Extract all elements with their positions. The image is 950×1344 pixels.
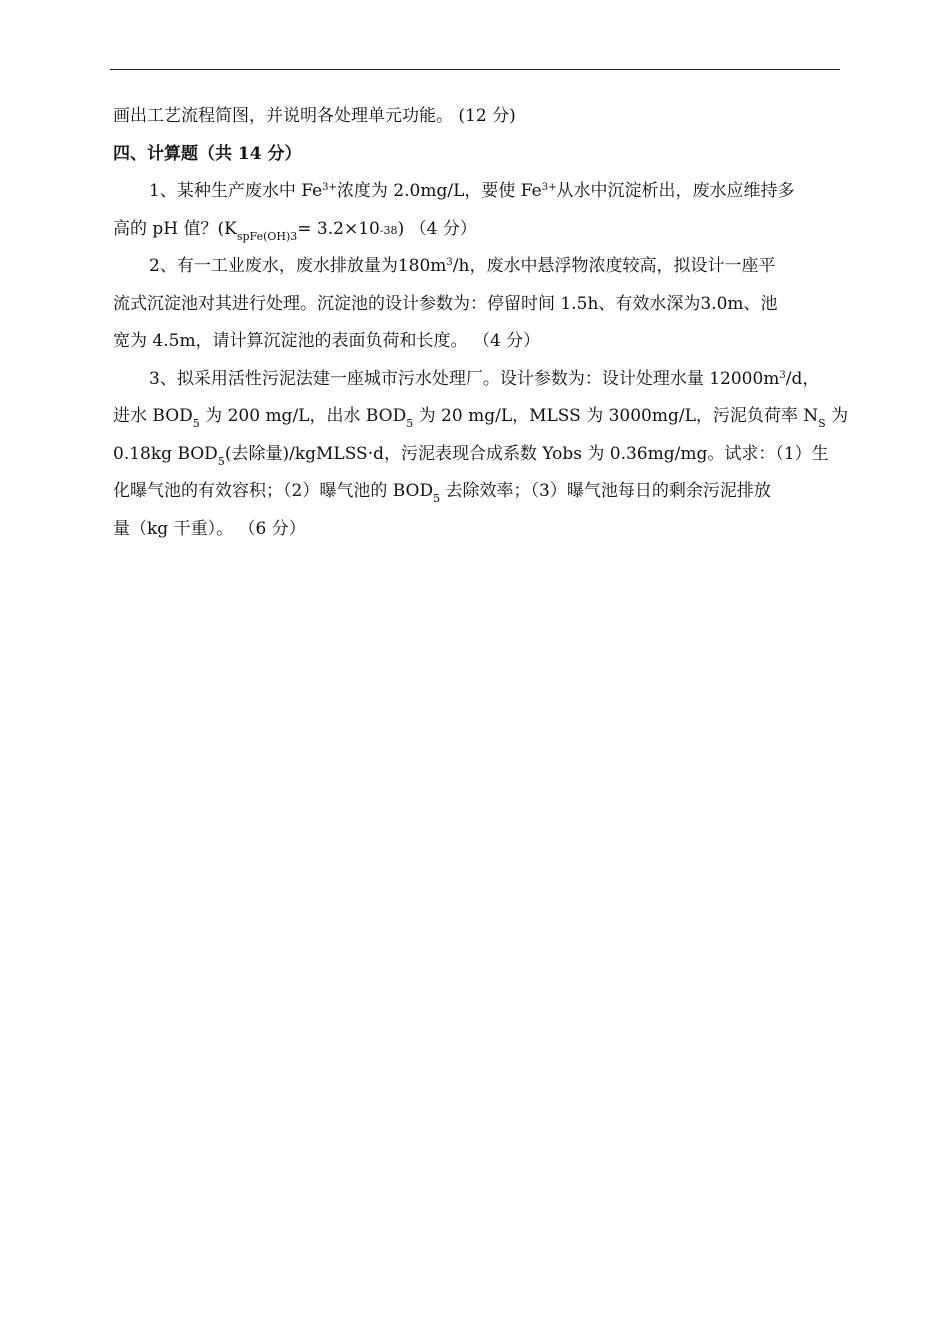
superscript: 3+ xyxy=(541,182,557,193)
text-run: (去除量)/kgMLSS·d，污泥表现合成系数 Yobs 为 0.36mg/mg。试求：（1）生 xyxy=(224,443,829,464)
text-run: 宽为 4.5m，请计算沉淀池的表面负荷和长度。 （4 分） xyxy=(113,331,541,351)
section-heading xyxy=(113,138,840,176)
text-line xyxy=(113,288,840,326)
text-run: 流式沉淀池对其进行处理。沉淀池的设计参数为：停留时间 1.5h、有效水深为3.0m、池 xyxy=(113,293,778,314)
subscript: 5 xyxy=(406,417,414,430)
text-run: 化曝气池的有效容积；（2）曝气池的 BOD xyxy=(113,481,434,501)
text-run: 2、有一工业废水，废水排放量为180m xyxy=(149,256,447,276)
text-line xyxy=(113,250,840,288)
subscript: S xyxy=(818,417,826,430)
subscript: 5 xyxy=(217,454,225,468)
text-run: ) （4 分） xyxy=(397,218,477,239)
text-line xyxy=(113,513,840,551)
text-line xyxy=(113,100,840,138)
text-line xyxy=(113,175,840,213)
text-line xyxy=(113,325,840,363)
text-run: 去除效率；（3）曝气池每日的剩余污泥排放 xyxy=(440,481,771,501)
superscript: 3 xyxy=(779,369,786,381)
text-run: 浓度为 2.0mg/L，要使 Fe xyxy=(336,181,542,201)
text-run: /h，废水中悬浮物浓度较高，拟设计一座平 xyxy=(452,256,776,276)
text-line xyxy=(113,475,840,513)
text-line xyxy=(113,400,849,438)
text-run: -38 xyxy=(379,223,398,237)
superscript: 3+ xyxy=(322,182,337,193)
subscript: 5 xyxy=(433,492,441,505)
text-line xyxy=(113,213,840,251)
text-run: 3、拟采用活性污泥法建一座城市污水处理厂。设计参数为：设计处理水量 12000m xyxy=(149,368,780,389)
subscript: spFe(OH)3 xyxy=(236,229,298,243)
superscript: 3 xyxy=(446,257,453,268)
text-line xyxy=(113,438,840,476)
text-run: 量（kg 干重）。 （6 分） xyxy=(113,518,306,539)
text-run: 四、计算题（共 14 分） xyxy=(113,143,302,164)
document-body xyxy=(113,100,849,550)
text-run: 0.18kg BOD xyxy=(113,443,218,464)
text-run: 为 20 mg/L，MLSS 为 3000mg/L，污泥负荷率 N xyxy=(413,406,819,426)
text-run: 画出工艺流程简图，并说明各处理单元功能。 (12 分) xyxy=(113,106,516,126)
text-line xyxy=(113,363,840,401)
text-run: 为 xyxy=(825,406,849,426)
subscript: 5 xyxy=(192,417,200,430)
text-run: /d， xyxy=(785,368,820,389)
header-rule xyxy=(110,69,840,70)
text-run: 从水中沉淀析出，废水应维持多 xyxy=(556,181,795,201)
text-run: 为 200 mg/L，出水 BOD xyxy=(199,406,407,426)
text-run: 高的 pH 值？(K xyxy=(113,218,237,239)
text-run: 1、某种生产废水中 Fe xyxy=(149,181,323,201)
text-run: = 3.2×10 xyxy=(297,218,380,239)
text-run: 进水 BOD xyxy=(113,406,193,426)
